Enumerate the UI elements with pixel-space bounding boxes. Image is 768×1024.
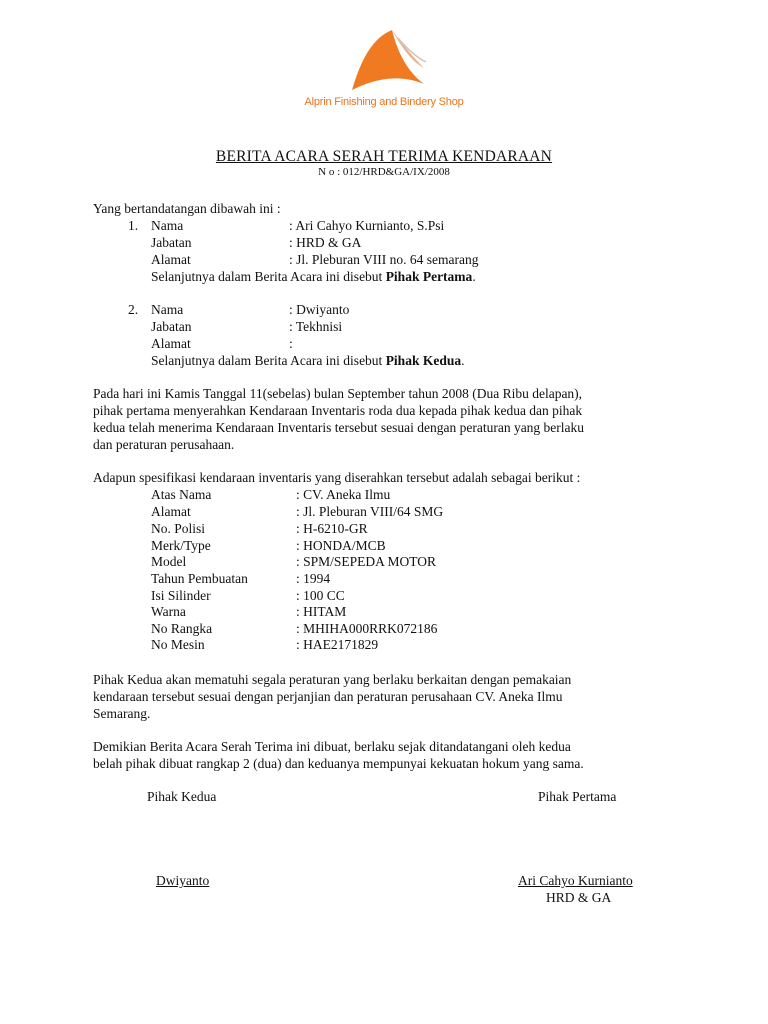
spec-label: No Rangka <box>151 621 213 636</box>
spec-value: : HITAM <box>296 604 347 619</box>
spec-value: : H-6210-GR <box>296 521 368 536</box>
party-2-designation-term: Pihak Kedua <box>385 353 462 368</box>
paragraph-line: Semarang. <box>93 706 151 721</box>
document-number: N o : 012/HRD&GA/IX/2008 <box>318 166 450 178</box>
paragraph-line: dan peraturan perusahaan. <box>93 437 235 452</box>
party-1-designation-prefix: Selanjutnya dalam Berita Acara ini disebut <box>151 269 386 284</box>
party-1-position-label: Jabatan <box>151 235 192 250</box>
spec-label: Atas Nama <box>151 487 212 502</box>
party-2-position-label: Jabatan <box>151 319 192 334</box>
spec-label: No. Polisi <box>151 521 206 536</box>
party-2-designation-prefix: Selanjutnya dalam Berita Acara ini disebut <box>151 353 386 368</box>
paragraph-line: Demikian Berita Acara Serah Terima ini dibuat, berlaku sejak ditandatangani oleh kedua <box>93 739 571 754</box>
spec-value: : MHIHA000RRK072186 <box>296 621 438 636</box>
paragraph-line: kedua telah menerima Kendaraan Inventaris tersebut sesuai dengan peraturan yang berlaku <box>93 420 585 435</box>
signature-right-name: Ari Cahyo Kurnianto <box>518 873 633 888</box>
party-2-address-label: Alamat <box>151 336 191 351</box>
party-1-name-label: Nama <box>151 218 184 233</box>
spec-label: Alamat <box>151 504 191 519</box>
spec-value: : HONDA/MCB <box>296 538 386 553</box>
signature-left-name: Dwiyanto <box>156 873 210 888</box>
signature-left-role: Pihak Kedua <box>147 789 217 804</box>
party-1-name-value: : Ari Cahyo Kurnianto, S.Psi <box>289 218 445 233</box>
paragraph-line: pihak pertama menyerahkan Kendaraan Inventaris roda dua kepada pihak kedua dan pihak <box>93 403 583 418</box>
spec-value: : SPM/SEPEDA MOTOR <box>296 554 437 569</box>
paragraph-line: belah pihak dibuat rangkap 2 (dua) dan keduanya mempunyai kekuatan hokum yang sama. <box>93 756 584 771</box>
paragraph-line: Pada hari ini Kamis Tanggal 11(sebelas) bulan September tahun 2008 (Dua Ribu delapan), <box>93 386 583 401</box>
party-2-address-value: : <box>289 336 293 351</box>
intro-text: Yang bertandatangan dibawah ini : <box>93 201 281 216</box>
paragraph-line: Pihak Kedua akan mematuhi segala peraturan yang berlaku berkaitan dengan pemakaian <box>93 672 572 687</box>
spec-label: Tahun Pembuatan <box>151 571 248 586</box>
party-1-index: 1. <box>128 218 139 233</box>
party-2-name-label: Nama <box>151 302 184 317</box>
company-logo-icon <box>340 24 430 96</box>
spec-value: : HAE2171829 <box>296 637 379 652</box>
spec-intro: Adapun spesifikasi kendaraan inventaris yang diserahkan tersebut adalah sebagai berikut : <box>93 470 581 485</box>
party-2-designation-suffix: . <box>461 353 465 368</box>
spec-value: : 100 CC <box>296 588 345 603</box>
company-name: Alprin Finishing and Bindery Shop <box>304 96 464 108</box>
party-1-position-value: : HRD & GA <box>289 235 362 250</box>
paragraph-line: kendaraan tersebut sesuai dengan perjanjian dan peraturan perusahaan CV. Aneka Ilmu <box>93 689 563 704</box>
spec-label: Isi Silinder <box>151 588 211 603</box>
spec-value: : CV. Aneka Ilmu <box>296 487 391 502</box>
signature-right-title: HRD & GA <box>546 890 612 905</box>
spec-label: Merk/Type <box>151 538 211 553</box>
party-1-designation-term: Pihak Pertama <box>385 269 473 284</box>
signature-right-role: Pihak Pertama <box>538 789 617 804</box>
spec-value: : Jl. Pleburan VIII/64 SMG <box>296 504 444 519</box>
spec-value: : 1994 <box>296 571 331 586</box>
spec-label: No Mesin <box>151 637 205 652</box>
party-1-designation <box>151 269 476 285</box>
spec-label: Warna <box>151 604 186 619</box>
party-2-position-value: : Tekhnisi <box>289 319 343 334</box>
party-1-address-label: Alamat <box>151 252 191 267</box>
party-2-index: 2. <box>128 302 139 317</box>
spec-label: Model <box>151 554 187 569</box>
party-1-designation-suffix: . <box>472 269 476 284</box>
party-2-name-value: : Dwiyanto <box>289 302 350 317</box>
party-2-designation <box>151 353 464 369</box>
party-1-address-value: : Jl. Pleburan VIII no. 64 semarang <box>289 252 479 267</box>
document-title: BERITA ACARA SERAH TERIMA KENDARAAN <box>215 148 553 165</box>
